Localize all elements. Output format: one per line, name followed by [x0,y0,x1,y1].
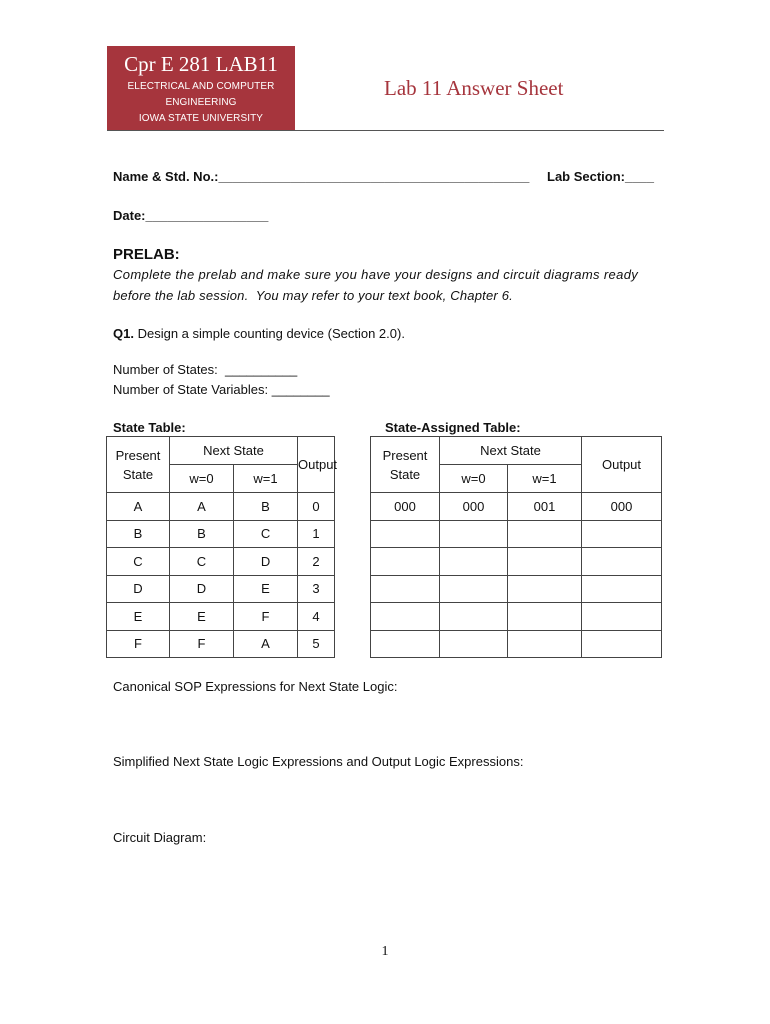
question-1-text: Design a simple counting device (Section 2.0). [133,326,405,341]
table-row [107,575,335,603]
table-cell[interactable] [440,548,508,576]
assigned-table-header-present-state: Present State [371,437,440,493]
table-cell[interactable]: 000 [440,493,508,521]
table-cell[interactable] [371,630,440,658]
table-cell[interactable] [582,603,662,631]
department-line-2: ENGINEERING [165,97,237,108]
document-title: Lab 11 Answer Sheet [384,76,564,100]
table-cell: F [234,603,298,631]
table-cell: B [234,493,298,521]
course-title: Cpr E 281 LAB11 [124,52,278,76]
assigned-table-header-w0: w=0 [440,465,508,493]
state-table-header-present-state: Present State [107,437,170,493]
table-cell: 4 [298,603,335,631]
table-cell[interactable] [508,520,582,548]
table-cell[interactable] [582,520,662,548]
table-row [107,548,335,576]
table-cell[interactable] [440,603,508,631]
table-cell[interactable] [582,630,662,658]
state-assigned-table [370,436,662,658]
date-field[interactable]: Date:_________________ [113,208,269,223]
table-cell: A [170,493,234,521]
state-table-header-w0: w=0 [170,465,234,493]
table-cell[interactable] [508,630,582,658]
table-cell[interactable]: 000 [371,493,440,521]
table-cell: B [170,520,234,548]
table-cell: 2 [298,548,335,576]
table-row [371,630,662,658]
table-row [107,630,335,658]
table-cell: E [107,603,170,631]
table-cell[interactable] [440,630,508,658]
circuit-diagram-prompt: Circuit Diagram: [113,830,207,845]
question-1-label: Q1. [113,326,134,341]
prelab-instructions-line-2: before the lab session. You may refer to your text book, Chapter 6. [113,288,513,303]
department-line-1: ELECTRICAL AND COMPUTER [127,81,275,92]
table-cell: C [234,520,298,548]
name-field[interactable]: Name & Std. No.:___________________________________________ [113,169,530,184]
table-row [371,603,662,631]
table-cell: D [107,575,170,603]
table-cell: 0 [298,493,335,521]
table-row [371,548,662,576]
table-row [371,493,662,521]
table-cell: E [170,603,234,631]
table-cell[interactable]: 001 [508,493,582,521]
number-of-states-field[interactable]: Number of States: __________ [113,362,298,377]
table-cell[interactable] [371,603,440,631]
table-cell[interactable]: 000 [582,493,662,521]
simplified-expressions-prompt: Simplified Next State Logic Expressions and Output Logic Expressions: [113,754,524,769]
table-cell[interactable] [582,575,662,603]
state-table-header-output: Output [298,437,335,493]
table-cell: C [107,548,170,576]
table-row [107,493,335,521]
number-of-state-variables-field[interactable]: Number of State Variables: ________ [113,382,330,397]
table-cell[interactable] [371,548,440,576]
table-cell: A [234,630,298,658]
table-cell[interactable] [440,575,508,603]
table-cell: F [170,630,234,658]
state-table-title: State Table: [113,420,186,435]
table-cell: C [170,548,234,576]
table-cell[interactable] [508,603,582,631]
table-cell[interactable] [508,575,582,603]
table-row [107,603,335,631]
table-cell: D [234,548,298,576]
state-table [106,436,338,658]
table-row [371,520,662,548]
course-banner [107,46,295,130]
table-cell: 3 [298,575,335,603]
assigned-table-header-next-state: Next State [440,437,582,465]
table-cell: E [234,575,298,603]
table-cell[interactable] [371,575,440,603]
table-cell[interactable] [582,548,662,576]
prelab-heading: PRELAB: [113,246,180,263]
assigned-table-header-output: Output [582,437,662,493]
assigned-table-header-w1: w=1 [508,465,582,493]
table-cell[interactable] [440,520,508,548]
table-cell: B [107,520,170,548]
state-assigned-table-title: State-Assigned Table: [385,420,521,435]
table-cell[interactable] [508,548,582,576]
table-cell: D [170,575,234,603]
question-1 [113,326,405,341]
university-name: IOWA STATE UNIVERSITY [138,113,264,124]
table-cell: 1 [298,520,335,548]
state-table-header-w1: w=1 [234,465,298,493]
state-table-header-next-state: Next State [170,437,298,465]
table-row [371,575,662,603]
table-cell: A [107,493,170,521]
prelab-instructions-line-1: Complete the prelab and make sure you have your designs and circuit diagrams ready [113,267,639,282]
lab-section-field[interactable]: Lab Section:____ [547,169,654,184]
table-row [107,520,335,548]
table-cell[interactable] [371,520,440,548]
header-divider [107,130,664,131]
table-cell: F [107,630,170,658]
table-cell: 5 [298,630,335,658]
page-number: 1 [381,944,389,959]
sop-expressions-prompt: Canonical SOP Expressions for Next State Logic: [113,679,398,694]
